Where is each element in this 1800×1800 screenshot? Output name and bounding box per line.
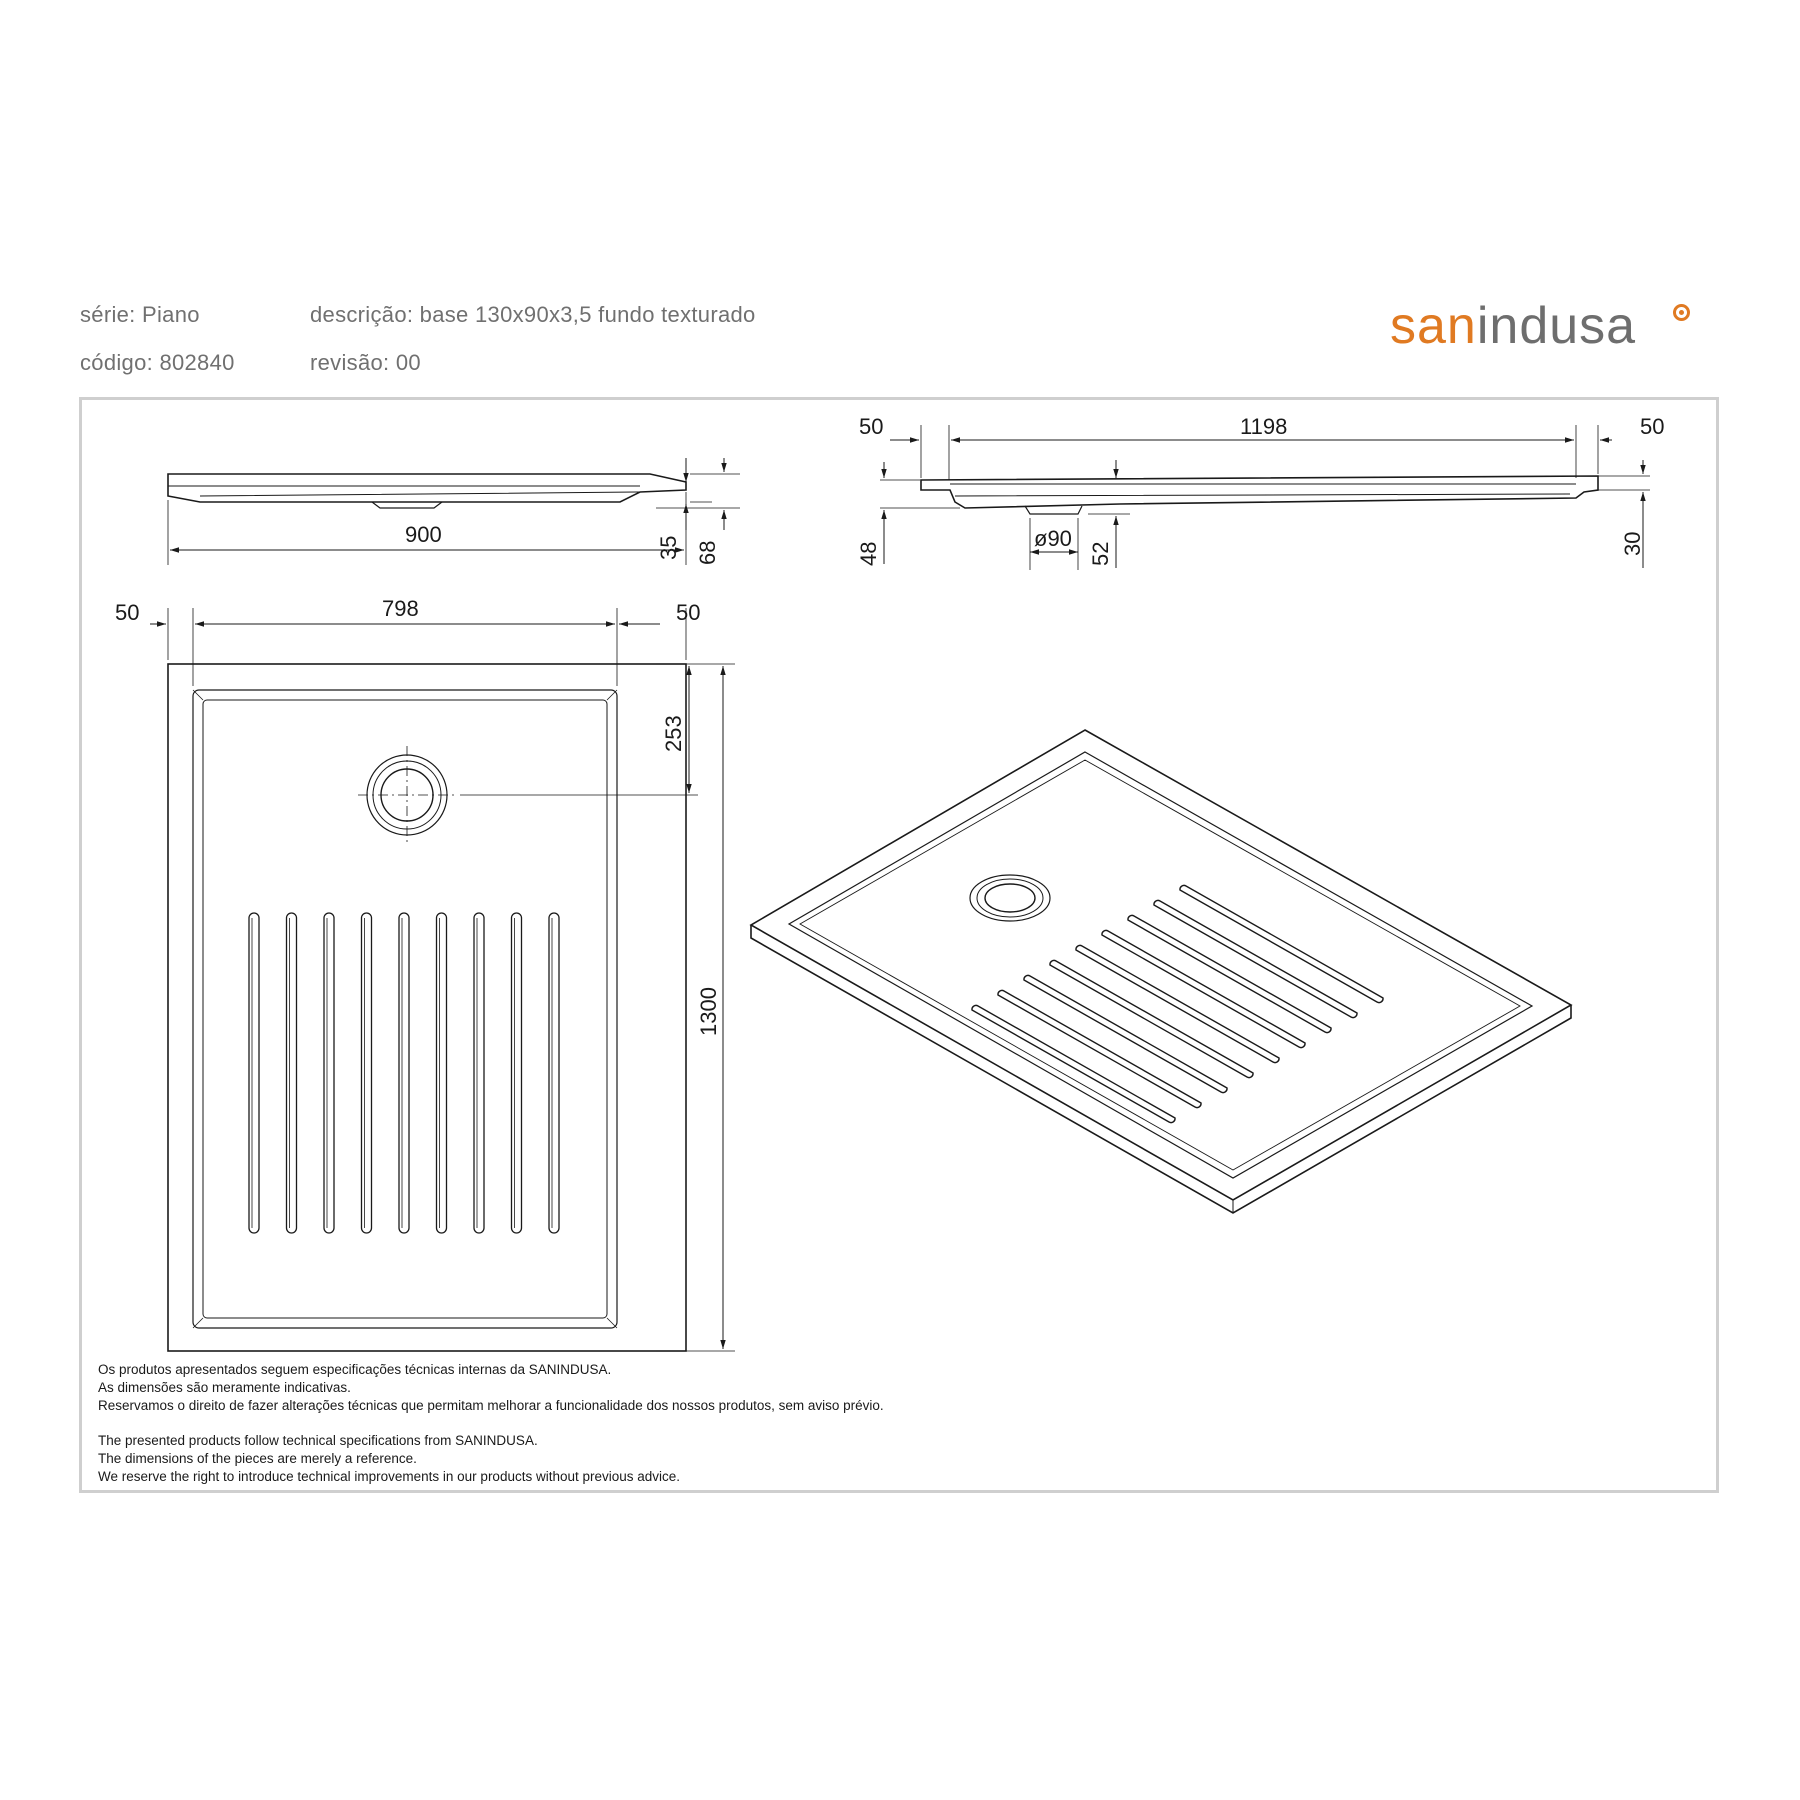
dim-front-height-total: 68 <box>695 540 720 565</box>
dim-top-flange-left: 50 <box>115 600 140 625</box>
plan-view <box>115 596 735 1351</box>
dim-side-flange-left: 50 <box>859 414 884 439</box>
series-label: série: Piano <box>80 302 200 327</box>
plan-drain <box>358 746 456 845</box>
plan-slot <box>362 913 372 1233</box>
plan-slot <box>437 913 447 1233</box>
dim-front-width: 900 <box>405 522 442 547</box>
description-label: descrição: base 130x90x3,5 fundo texturado <box>310 302 756 327</box>
dim-side-flange-right: 50 <box>1640 414 1665 439</box>
front-elevation-view <box>168 458 740 565</box>
iso-slot <box>1050 960 1253 1077</box>
note-pt-1: Os produtos apresentados seguem especificações técnicas internas da SANINDUSA. <box>98 1362 612 1377</box>
iso-slot <box>1076 945 1279 1062</box>
side-elevation-view <box>856 414 1664 570</box>
logo-text-san: san <box>1390 297 1477 355</box>
dim-front-height-inner: 35 <box>656 535 681 560</box>
dim-side-height-right: 30 <box>1620 531 1645 556</box>
plan-slot <box>249 913 259 1233</box>
iso-slot <box>1180 885 1383 1002</box>
dim-drain-offset: 253 <box>661 715 686 752</box>
plan-slots <box>249 913 559 1233</box>
iso-slot <box>1024 975 1227 1092</box>
note-en-2: The dimensions of the pieces are merely a reference. <box>98 1451 417 1466</box>
plan-slot <box>324 913 334 1233</box>
dim-side-height-left: 48 <box>856 541 881 566</box>
dim-drain-diameter: ø90 <box>1034 526 1072 551</box>
revision-label: revisão: 00 <box>310 350 421 375</box>
iso-slot <box>998 990 1201 1107</box>
plan-slot <box>549 913 559 1233</box>
dim-drain-depth: 52 <box>1088 541 1113 566</box>
isometric-view <box>751 730 1571 1213</box>
dim-top-flange-right: 50 <box>676 600 701 625</box>
note-pt-2: As dimensões são meramente indicativas. <box>98 1380 351 1395</box>
iso-slot <box>1128 915 1331 1032</box>
dim-top-inner-width: 798 <box>382 596 419 621</box>
code-label: código: 802840 <box>80 350 235 375</box>
plan-slot <box>474 913 484 1233</box>
note-en-1: The presented products follow technical specifications from SANINDUSA. <box>98 1433 538 1448</box>
dim-total-length: 1300 <box>696 987 721 1036</box>
note-pt-3: Reservamos o direito de fazer alterações técnicas que permitam melhorar a funcionalidade dos nossos produtos, sem aviso prévio. <box>98 1398 884 1413</box>
plan-slot <box>512 913 522 1233</box>
iso-slot <box>972 1005 1175 1122</box>
plan-slot <box>287 913 297 1233</box>
dim-side-length: 1198 <box>1240 414 1288 439</box>
iso-slot <box>1154 900 1357 1017</box>
logo-text-indusa: indusa <box>1476 297 1637 355</box>
note-en-3: We reserve the right to introduce technical improvements in our products without previous advice. <box>98 1469 681 1484</box>
plan-slot <box>399 913 409 1233</box>
iso-slot <box>1102 930 1305 1047</box>
iso-drain <box>970 875 1050 921</box>
